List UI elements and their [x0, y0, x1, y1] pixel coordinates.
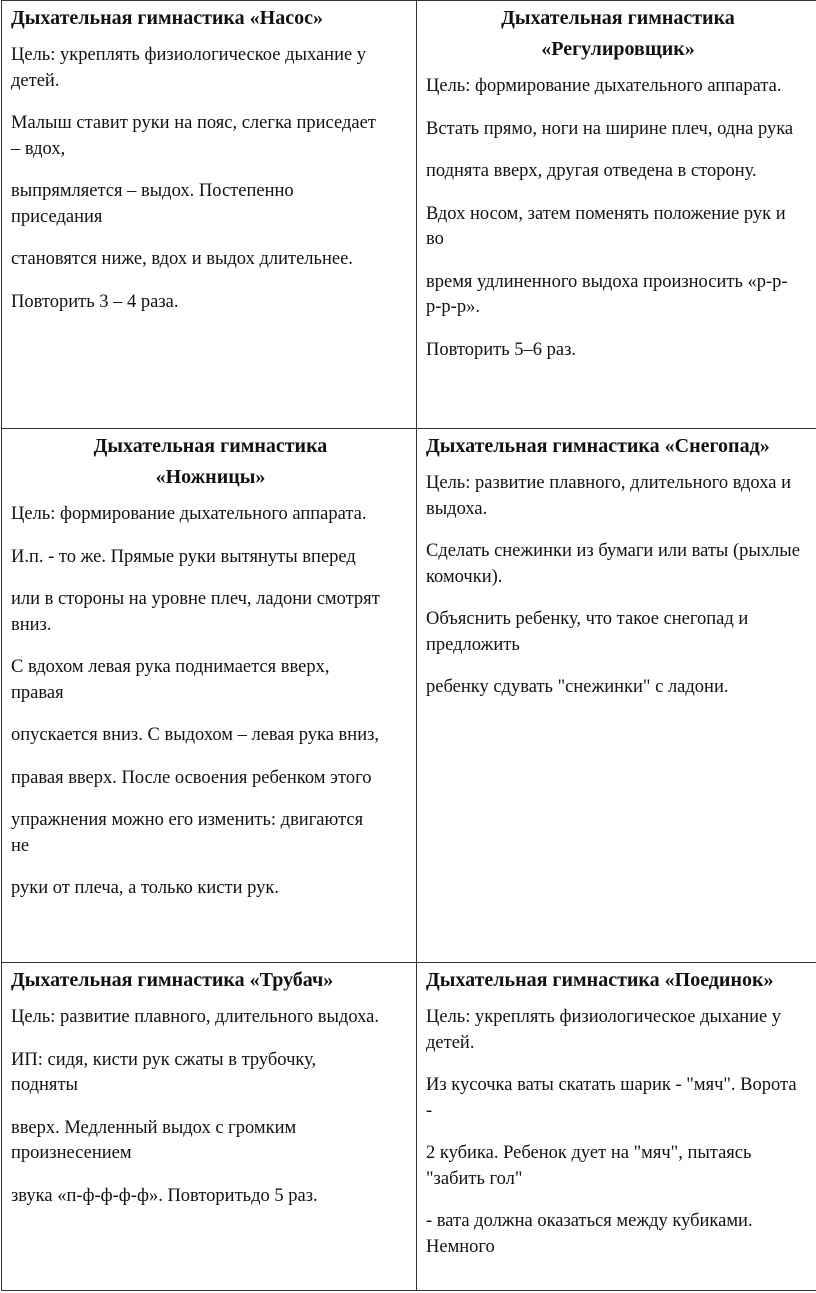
paragraph-line: -	[426, 1100, 433, 1121]
paragraph-line: Сделать снежинки из бумаги или ваты (рыхлые	[426, 541, 800, 561]
exercise-title	[426, 965, 810, 996]
exercise-paragraph	[11, 1184, 410, 1210]
exercise-paragraph	[426, 539, 810, 590]
paragraph-line: - вата должна оказаться между кубиками.	[426, 1211, 753, 1231]
exercise-paragraph	[11, 43, 410, 94]
exercise-paragraph	[426, 607, 810, 658]
exercise-paragraph	[11, 808, 410, 859]
paragraph-line: р-р-р».	[426, 297, 480, 317]
paragraph-line: приседания	[11, 206, 103, 227]
exercise-title	[11, 431, 410, 493]
paragraph-line: правая	[11, 682, 64, 703]
paragraph-line: Цель: укреплять физиологическое дыхание у	[11, 45, 367, 65]
paragraph-line: Малыш ставит руки на пояс, слегка приседает	[11, 113, 376, 133]
exercise-title	[426, 431, 810, 462]
paragraph-line: правая вверх. После освоения ребенком этого	[11, 767, 372, 788]
paragraph-line: Цель: формирование дыхательного аппарата.	[11, 504, 367, 524]
exercise-paragraph	[426, 1005, 810, 1056]
paragraph-line: Вдох носом, затем поменять положение рук и	[426, 203, 786, 224]
paragraph-line: Немного	[426, 1236, 495, 1257]
exercise-paragraph	[11, 111, 410, 162]
paragraph-line: Повторить 5–6 раз.	[426, 339, 577, 360]
paragraph-line: "забить гол"	[426, 1168, 523, 1189]
exercise-cell-trubach	[1, 962, 417, 1290]
exercise-paragraph	[11, 587, 410, 638]
exercise-paragraph	[426, 1141, 810, 1192]
paragraph-line: вверх. Медленный выдох с громким	[11, 1117, 297, 1138]
exercise-paragraph	[11, 766, 410, 792]
paragraph-line: предложить	[426, 634, 520, 655]
paragraph-line: подняты	[11, 1075, 78, 1095]
exercise-paragraph	[426, 1209, 810, 1260]
paragraph-line: детей.	[11, 70, 60, 91]
paragraph-line: И.п. - то же. Прямые руки вытянуты вперед	[11, 546, 356, 567]
exercise-title	[426, 3, 810, 65]
exercise-paragraph	[426, 117, 810, 143]
paragraph-line: Цель: развитие плавного, длительного выдоха.	[11, 1007, 379, 1027]
paragraph-line: Из кусочка ваты скатать шарик - "мяч". Ворота	[426, 1075, 797, 1095]
paragraph-line: – вдох,	[11, 138, 66, 159]
exercise-paragraph	[11, 876, 410, 902]
exercise-paragraph	[426, 1073, 810, 1124]
exercise-cell-regulirovshchik	[417, 0, 816, 428]
exercise-paragraph	[426, 270, 810, 321]
exercise-paragraph	[11, 179, 410, 230]
paragraph-line: Цель: формирование дыхательного аппарата.	[426, 76, 782, 96]
exercise-title-line: Дыхательная гимнастика	[93, 435, 328, 457]
paragraph-line: ИП: сидя, кисти рук сжаты в трубочку,	[11, 1049, 317, 1070]
paragraph-line: упражнения можно его изменить: двигаются	[11, 810, 364, 830]
exercise-paragraph	[426, 202, 810, 253]
exercise-cell-snegopad	[417, 428, 816, 962]
exercise-cell-nozhnitsy	[1, 428, 417, 962]
paragraph-line: Цель: развитие плавного, длительного вдоха и	[426, 473, 791, 493]
exercise-title	[11, 965, 410, 996]
exercise-title-line: Дыхательная гимнастика «Насос»	[11, 7, 323, 29]
exercise-paragraph	[11, 655, 410, 706]
paragraph-line: выдоха.	[426, 498, 488, 519]
exercise-title-line: Дыхательная гимнастика	[501, 7, 735, 29]
exercise-paragraph	[11, 290, 410, 316]
exercise-paragraph	[11, 502, 410, 528]
exercise-title-line: «Ножницы»	[155, 466, 266, 488]
exercise-title-line: Дыхательная гимнастика «Поединок»	[426, 969, 774, 991]
exercise-paragraph	[11, 1116, 410, 1167]
paragraph-line: Объяснить ребенку, что такое снегопад и	[426, 609, 749, 629]
paragraph-line: комочки).	[426, 566, 503, 587]
exercise-title-line: «Регулировщик»	[541, 38, 695, 60]
exercise-cell-nasos	[1, 0, 417, 428]
exercise-paragraph	[11, 1005, 410, 1031]
paragraph-line: Встать прямо, ноги на ширине плеч, одна рука	[426, 118, 794, 139]
exercise-paragraph	[11, 723, 410, 749]
exercise-title-line: Дыхательная гимнастика «Снегопад»	[426, 435, 770, 457]
paragraph-line: звука «п-ф-ф-ф-ф». Повторитьдо 5 раз.	[11, 1185, 318, 1206]
exercises-table	[1, 0, 816, 1291]
exercise-paragraph	[426, 675, 810, 701]
exercise-paragraph	[426, 471, 810, 522]
paragraph-line: вниз.	[11, 614, 52, 635]
exercise-paragraph	[426, 74, 810, 100]
paragraph-line: становятся ниже, вдох и выдох длительнее.	[11, 249, 353, 269]
paragraph-line: детей.	[426, 1032, 475, 1053]
exercise-paragraph	[11, 545, 410, 571]
paragraph-line: выпрямляется – выдох. Постепенно	[11, 181, 294, 201]
paragraph-line: во	[426, 229, 444, 249]
paragraph-line: ребенку сдувать "снежинки" с ладони.	[426, 677, 729, 697]
exercise-cell-poedinok	[417, 962, 816, 1290]
paragraph-line: поднята вверх, другая отведена в сторону.	[426, 161, 757, 181]
paragraph-line: Повторить 3 – 4 раза.	[11, 291, 179, 312]
paragraph-line: время удлиненного выдоха произносить «р-р-	[426, 271, 788, 292]
paragraph-line: руки от плеча, а только кисти рук.	[11, 878, 279, 898]
exercise-title-line: Дыхательная гимнастика «Трубач»	[11, 969, 334, 991]
exercise-title	[11, 3, 410, 34]
paragraph-line: Цель: укреплять физиологическое дыхание у	[426, 1007, 782, 1027]
exercise-paragraph	[426, 159, 810, 185]
paragraph-line: не	[11, 835, 30, 856]
paragraph-line: произнесением	[11, 1143, 132, 1163]
exercise-paragraph	[11, 247, 410, 273]
paragraph-line: опускается вниз. С выдохом – левая рука вниз,	[11, 725, 380, 745]
paragraph-line: С вдохом левая рука поднимается вверх,	[11, 657, 330, 677]
exercise-paragraph	[11, 1048, 410, 1099]
exercise-paragraph	[426, 338, 810, 364]
paragraph-line: или в стороны на уровне плеч, ладони смотрят	[11, 589, 380, 609]
paragraph-line: 2 кубика. Ребенок дует на "мяч", пытаясь	[426, 1143, 752, 1163]
